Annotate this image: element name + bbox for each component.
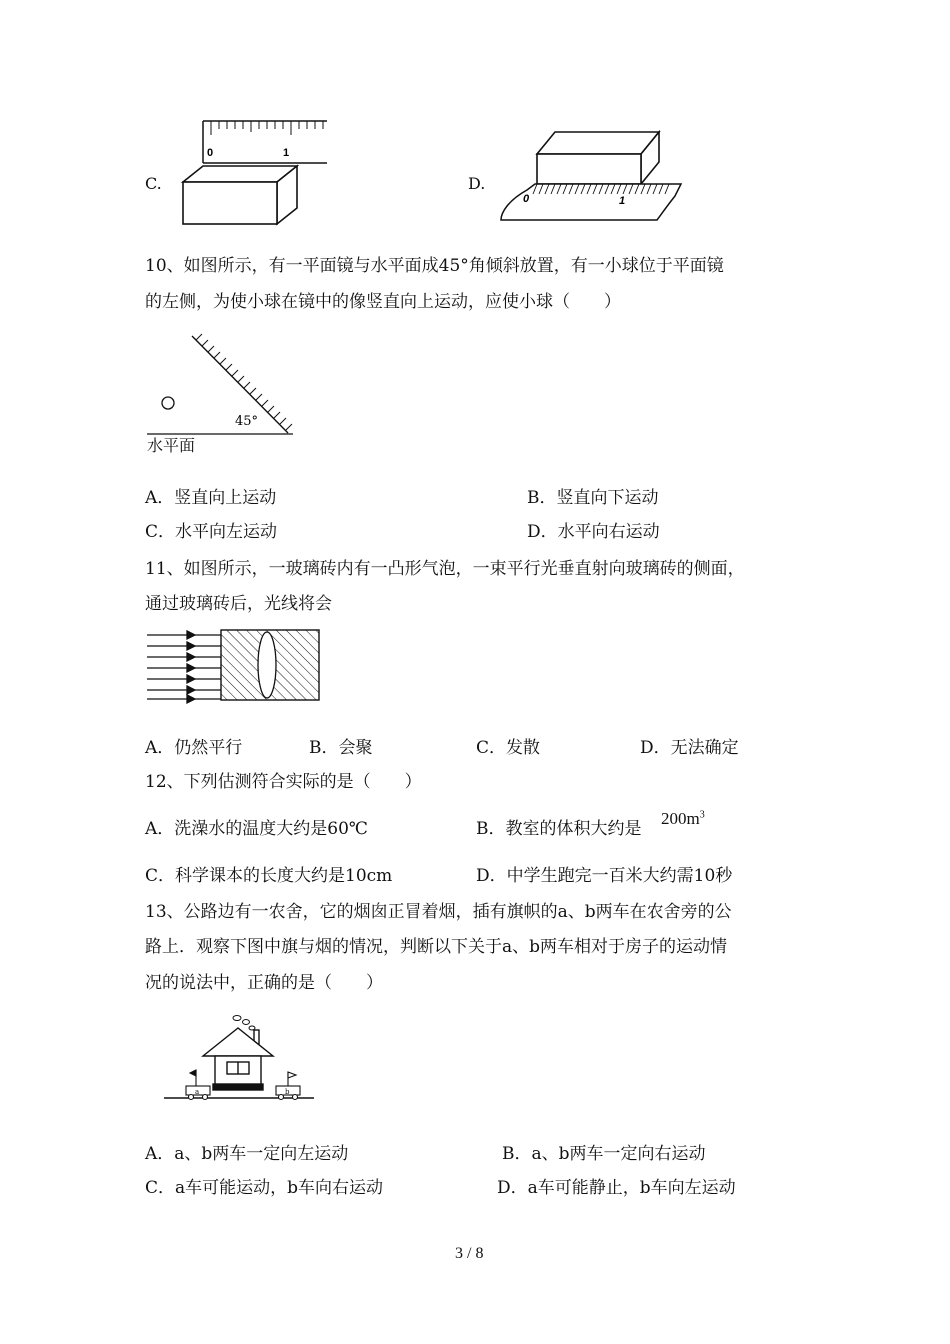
q10-angle-label: 45° (235, 414, 259, 429)
q9-option-d-label: D. (468, 174, 486, 193)
q12-b-value-base: 200m (661, 809, 700, 828)
q9-d-ruler (501, 184, 681, 220)
q9-d-block (537, 132, 659, 184)
q10-option-d: D．水平向右运动 (527, 522, 660, 542)
q10-option-a: A．竖直向上运动 (145, 488, 277, 508)
q12-option-d: D．中学生跑完一百米大约需10秒 (476, 866, 733, 886)
q9-d-tick-1: 1 (619, 195, 626, 207)
q13-car-b (276, 1072, 300, 1100)
q12-option-b: B．教室的体积大约是 (476, 819, 642, 839)
q10-horizontal-label: 水平面 (147, 436, 196, 455)
q13-smoke (233, 1016, 255, 1031)
q13-stem-line2: 路上．观察下图中旗与烟的情况，判断以下关于a、b两车相对于房子的运动情 (145, 937, 728, 957)
q10-option-b: B．竖直向下运动 (527, 488, 659, 508)
q11-option-d: D．无法确定 (640, 738, 739, 758)
q9-c-tick-1: 1 (283, 147, 290, 159)
q13-option-c: C．a车可能运动，b车向右运动 (145, 1178, 384, 1198)
q13-car-b-label: b (285, 1088, 290, 1096)
q13-car-a (186, 1070, 210, 1100)
q10-mirror-figure (145, 332, 300, 432)
q13-option-d: D．a车可能静止，b车向左运动 (497, 1178, 736, 1198)
q13-stem-line1: 13、公路边有一农舍，它的烟囱正冒着烟，插有旗帜的a、b两车在农舍旁的公 (145, 902, 732, 922)
q12-option-b-value (661, 810, 705, 827)
q9-c-block (183, 166, 297, 224)
q11-option-b: B．会聚 (309, 738, 373, 758)
q9-c-ruler (203, 121, 327, 163)
q10-option-c: C．水平向左运动 (145, 522, 278, 542)
q10-stem-line2: 的左侧，为使小球在镜中的像竖直向上运动，应使小球（ ） (145, 292, 621, 312)
q12-stem: 12、下列估测符合实际的是（ ） (145, 772, 422, 792)
q9-figure-c (175, 118, 335, 230)
q9-option-c-label: C. (145, 174, 162, 193)
q12-b-value-exponent: 3 (699, 809, 705, 821)
q13-car-a-label: a (195, 1088, 200, 1096)
page-number: 3 / 8 (455, 1245, 484, 1262)
q9-figure-d (497, 128, 687, 226)
q11-option-c: C．发散 (476, 738, 541, 758)
q9-c-tick-0: 0 (207, 147, 214, 159)
q11-option-a: A．仍然平行 (145, 738, 243, 758)
q13-farmhouse-figure (160, 1012, 318, 1108)
q13-stem-line3: 况的说法中，正确的是（ ） (145, 973, 383, 993)
q10-ball (162, 397, 174, 409)
q11-bubble (258, 632, 276, 698)
q11-stem-line2: 通过玻璃砖后，光线将会 (145, 594, 332, 614)
q11-glass-figure (145, 628, 323, 704)
q12-option-c: C．科学课本的长度大约是10cm (145, 866, 393, 886)
q13-option-b: B．a、b两车一定向右运动 (502, 1144, 706, 1164)
q12-option-a: A．洗澡水的温度大约是60℃ (145, 819, 368, 839)
q9-d-tick-0: 0 (523, 193, 530, 205)
q10-stem-line1: 10、如图所示，有一平面镜与水平面成45°角倾斜放置，有一小球位于平面镜 (145, 256, 724, 276)
q11-stem-line1: 11、如图所示，一玻璃砖内有一凸形气泡，一束平行光垂直射向玻璃砖的侧面， (145, 559, 745, 579)
q13-house (203, 1028, 273, 1090)
q13-option-a: A．a、b两车一定向左运动 (145, 1144, 349, 1164)
